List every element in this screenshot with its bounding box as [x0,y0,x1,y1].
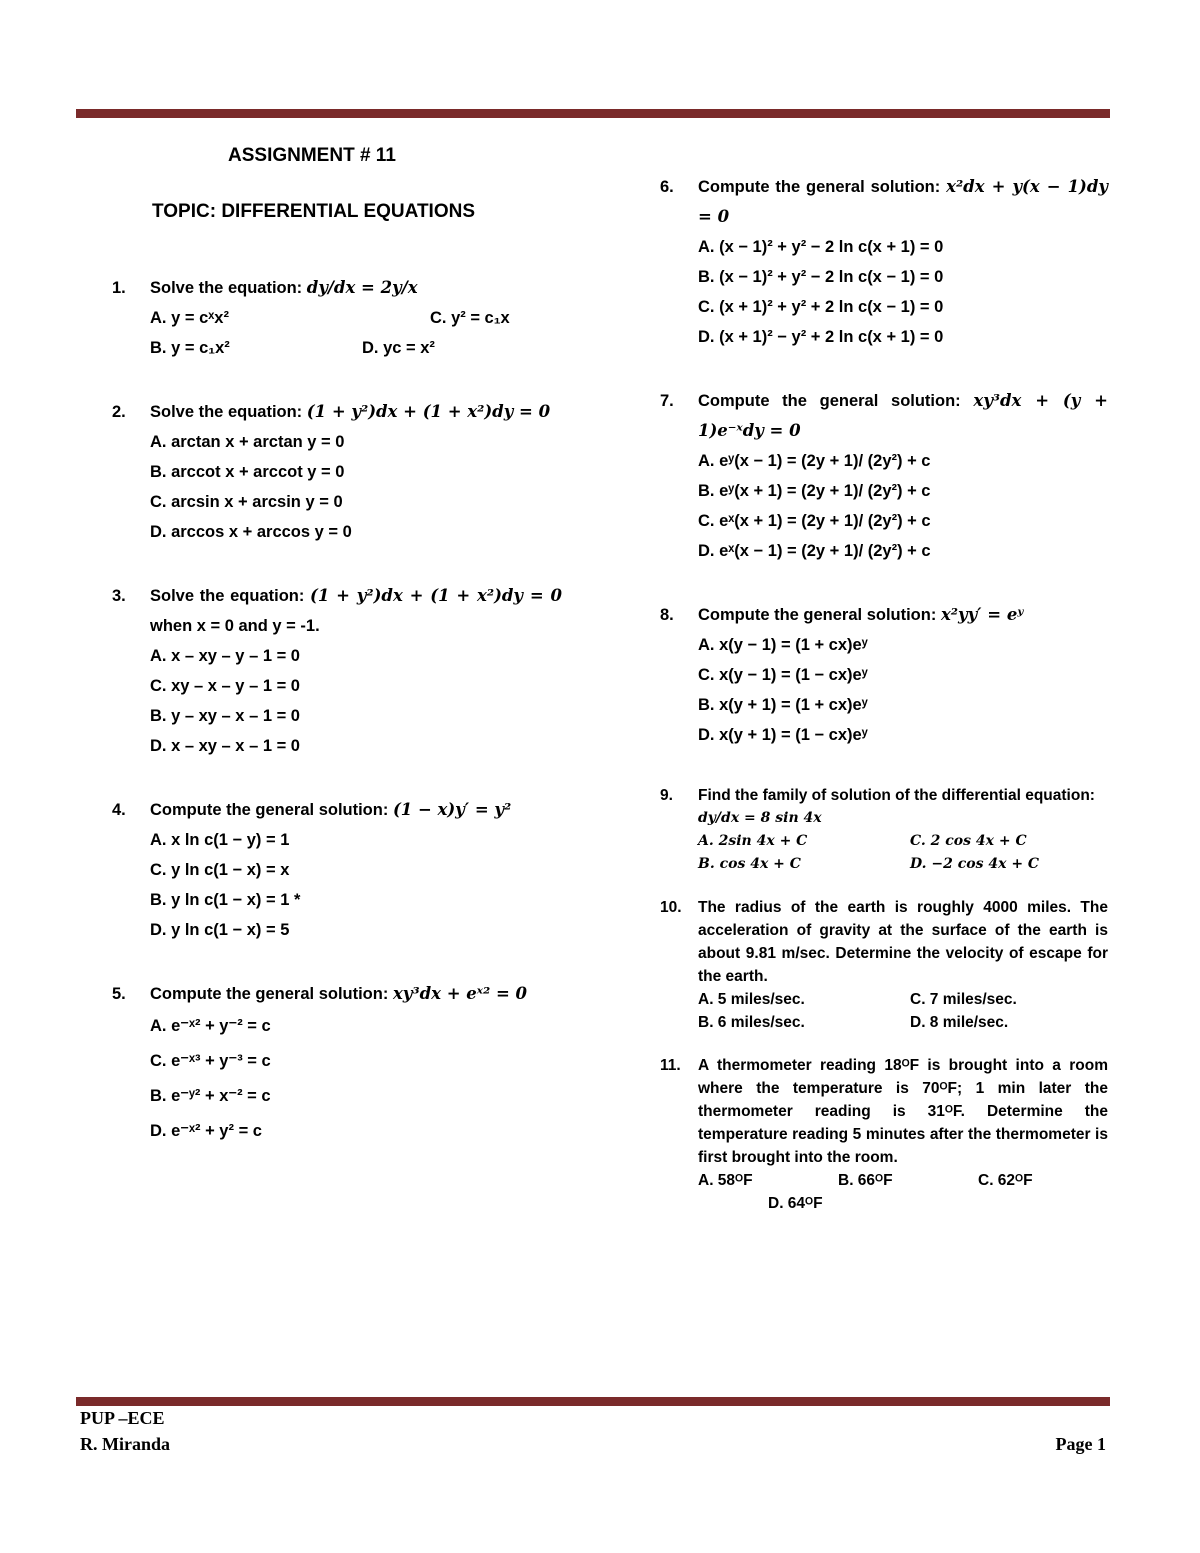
question-stem: Compute the general solution: [698,392,974,410]
option-a[interactable]: A. x ln c(1 − y) = 1 [150,831,290,849]
option-c[interactable]: C. 7 miles/sec. [910,991,1017,1008]
option-b[interactable]: B. y = c₁x² [150,339,230,357]
question-equation: xy³dx + eˣ² = 0 [392,984,527,1003]
option-a[interactable]: A. 58ᴼF [698,1172,753,1189]
question-number: 1. [112,279,126,297]
option-d[interactable]: D. x(y + 1) = (1 − cx)eʸ [698,726,868,744]
option-b[interactable]: B. 6 miles/sec. [698,1014,805,1031]
question-equation: x²yy′ = eʸ [940,605,1024,624]
question-number: 8. [660,606,674,624]
question-stem: Solve the equation: [150,279,307,297]
question-stem: Compute the general solution: [698,178,947,196]
option-c[interactable]: C. (x + 1)² + y² + 2 ln c(x − 1) = 0 [698,298,944,316]
question-stem: The radius of the earth is roughly 4000 miles. The acceleration of gravity at the surface of the earth is about 9.81 m/sec. Determine the velocity of escape for the earth. [698,899,1108,985]
question-condition: when x = 0 and y = -1. [150,617,320,635]
option-a[interactable]: A. eʸ(x − 1) = (2y + 1)/ (2y²) + c [698,452,931,470]
topic-title: TOPIC: DIFFERENTIAL EQUATIONS [152,201,476,222]
option-b[interactable]: B. y – xy – x – 1 = 0 [150,707,300,725]
option-d[interactable]: D. e⁻ˣ² + y² = c [150,1122,262,1140]
question-stem: A thermometer reading 18ᴼF is brought into a room where the temperature is 70ᴼF; 1 min later the thermometer reading is 31ᴼF. Determine the temperature reading 5 minutes after the thermometer is first brought into the room. [698,1057,1108,1166]
option-b[interactable]: B. e⁻ʸ² + x⁻² = c [150,1087,271,1105]
option-a[interactable]: A. x(y − 1) = (1 + cx)eʸ [698,636,868,654]
question-stem: Compute the general solution: [150,985,393,1003]
question-9 [660,784,1108,876]
question-equation: dy/dx = 2y/x [306,278,418,297]
question-equation: x²dx + y(x − 1)dy = 0 [698,177,1108,226]
option-a[interactable]: A. e⁻ˣ² + y⁻² = c [150,1017,271,1035]
option-d[interactable]: D. yc = x² [362,339,435,357]
option-c[interactable]: C. e⁻ˣ³ + y⁻³ = c [150,1052,271,1070]
option-b[interactable]: B. eʸ(x + 1) = (2y + 1)/ (2y²) + c [698,482,931,500]
question-stem: Solve the equation: [150,587,311,605]
right-column [660,172,1108,1215]
option-c[interactable]: C. arcsin x + arcsin y = 0 [150,493,343,511]
question-4 [112,795,562,945]
option-d[interactable]: D. (x + 1)² − y² + 2 ln c(x + 1) = 0 [698,328,944,346]
option-c[interactable]: C. y² = c₁x [430,309,510,327]
question-10 [660,896,1108,1034]
option-b[interactable]: B. y ln c(1 − x) = 1 * [150,891,301,909]
option-d[interactable]: D. x – xy – x – 1 = 0 [150,737,300,755]
question-11 [660,1054,1108,1215]
question-stem: Compute the general solution: [150,801,393,819]
option-d[interactable]: D. y ln c(1 − x) = 5 [150,921,290,939]
option-a[interactable]: A. (x − 1)² + y² − 2 ln c(x + 1) = 0 [698,238,944,256]
question-equation: (1 + y²)dx + (1 + x²)dy = 0 [310,586,562,605]
option-a[interactable]: A. x – xy – y – 1 = 0 [150,647,300,665]
option-c[interactable]: C. x(y − 1) = (1 − cx)eʸ [698,666,868,684]
question-7 [660,386,1108,566]
question-3 [112,581,562,761]
footer-rule [76,1397,1110,1406]
option-b[interactable]: B. cos 4x + C [698,856,801,872]
question-number: 10. [660,899,682,916]
question-number: 5. [112,985,126,1003]
option-d[interactable]: D. −2 cos 4x + C [910,856,1040,872]
option-c[interactable]: C. 62ᴼF [978,1172,1033,1189]
question-number: 11. [660,1057,681,1074]
question-equation: xy³dx + (y + 1)e⁻ˣdy = 0 [698,391,1108,440]
question-number: 2. [112,403,126,421]
question-equation: dy/dx = 8 sin 4x [698,810,822,826]
question-number: 6. [660,178,674,196]
option-d[interactable]: D. eˣ(x − 1) = (2y + 1)/ (2y²) + c [698,542,931,560]
header-rule [76,109,1110,118]
question-stem: Compute the general solution: [698,606,941,624]
question-number: 9. [660,787,673,804]
question-8 [660,600,1108,750]
footer-author: R. Miranda [80,1434,170,1454]
question-number: 3. [112,587,126,605]
question-5 [112,979,562,1149]
question-2 [112,397,562,547]
page-number: Page 1 [1055,1434,1106,1454]
option-c[interactable]: C. 2 cos 4x + C [910,833,1027,849]
question-number: 4. [112,801,126,819]
option-a[interactable]: A. y = cˣx² [150,309,229,327]
option-a[interactable]: A. 5 miles/sec. [698,991,805,1008]
option-d[interactable]: D. arccos x + arccos y = 0 [150,523,352,541]
question-1 [112,273,562,363]
option-a[interactable]: A. arctan x + arctan y = 0 [150,433,345,451]
footer-dept: PUP –ECE [80,1408,165,1428]
option-c[interactable]: C. eˣ(x + 1) = (2y + 1)/ (2y²) + c [698,512,931,530]
option-d[interactable]: D. 64ᴼF [768,1195,823,1212]
option-b[interactable]: B. 66ᴼF [838,1172,893,1189]
option-b[interactable]: B. (x − 1)² + y² − 2 ln c(x − 1) = 0 [698,268,944,286]
option-d[interactable]: D. 8 mile/sec. [910,1014,1009,1031]
question-6 [660,172,1108,352]
assignment-title: ASSIGNMENT # 11 [228,145,396,166]
option-c[interactable]: C. y ln c(1 − x) = x [150,861,290,879]
option-b[interactable]: B. arccot x + arccot y = 0 [150,463,345,481]
left-column [112,145,562,1149]
question-equation: (1 − x)y′ = y² [392,800,512,819]
option-b[interactable]: B. x(y + 1) = (1 + cx)eʸ [698,696,868,714]
question-stem: Find the family of solution of the differential equation: [698,787,1095,804]
option-c[interactable]: C. xy – x – y – 1 = 0 [150,677,300,695]
option-a[interactable]: A. 2sin 4x + C [698,833,808,849]
question-equation: (1 + y²)dx + (1 + x²)dy = 0 [306,402,551,421]
question-number: 7. [660,392,674,410]
question-stem: Solve the equation: [150,403,307,421]
